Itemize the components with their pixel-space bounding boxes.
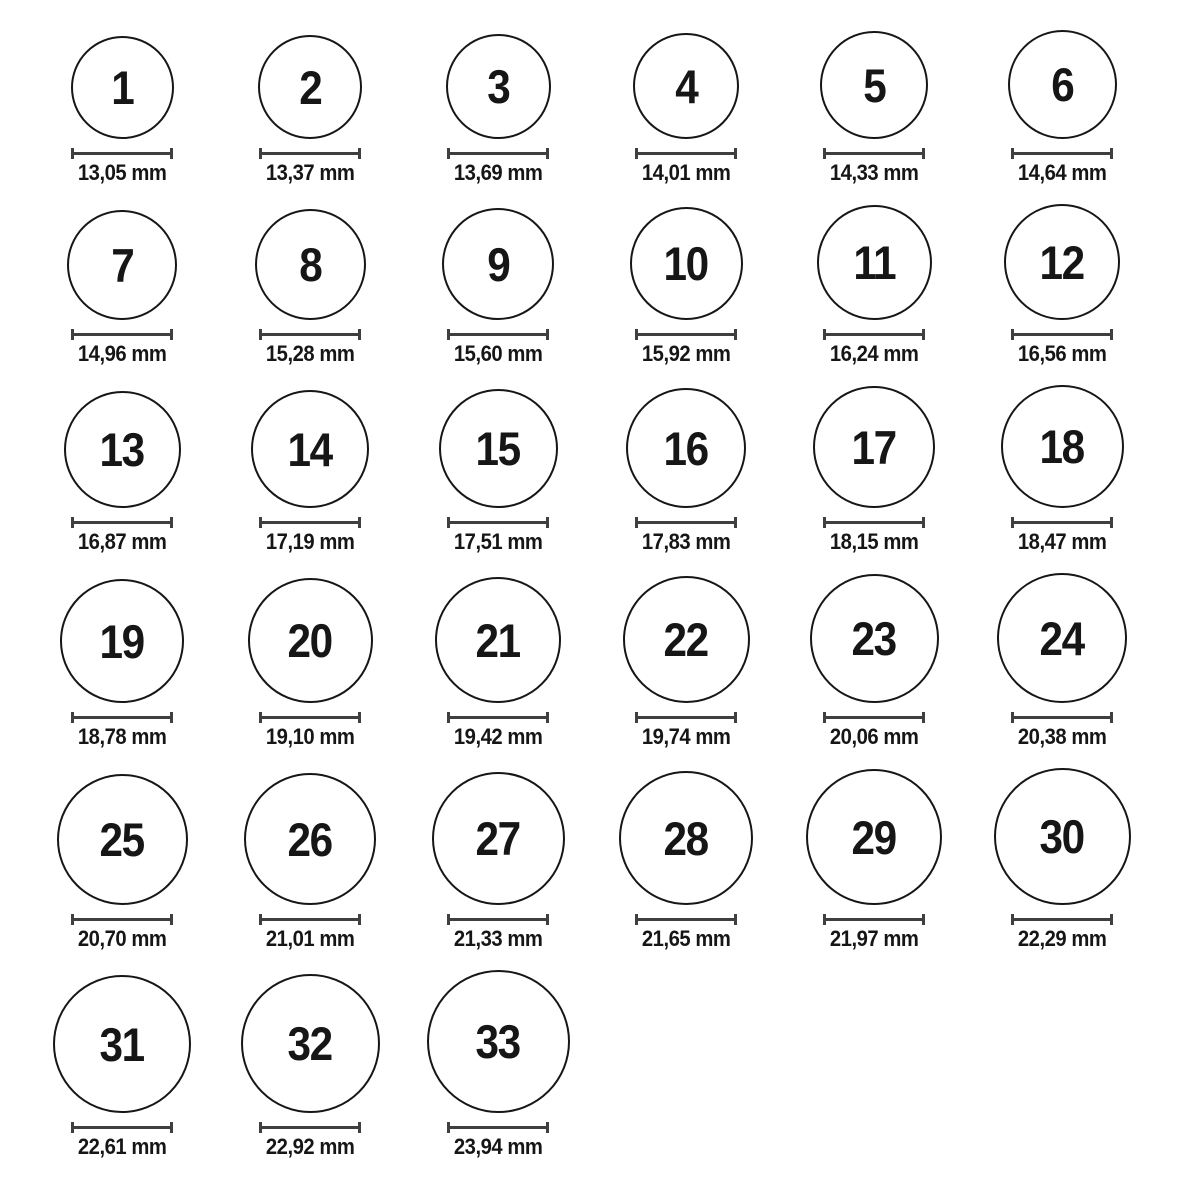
diameter-measure-line	[71, 1122, 173, 1133]
ring-size-number: 22	[663, 613, 709, 666]
ring-size-cell	[404, 208, 592, 365]
diameter-measure-line	[259, 148, 361, 159]
ring-size-number: 28	[663, 811, 709, 865]
diameter-measure-line	[635, 517, 737, 528]
ring-size-number: 13	[99, 423, 145, 476]
diameter-measure-line	[71, 329, 173, 340]
measure-right-tick	[358, 914, 361, 925]
diameter-label: 20,70 mm	[77, 926, 167, 951]
ring-size-number: 24	[1039, 611, 1085, 665]
ring-size-cell	[968, 573, 1156, 748]
measure-bar	[73, 1126, 171, 1129]
ring-size-number: 27	[475, 812, 521, 865]
ring-circle	[60, 579, 184, 703]
ring-circle	[997, 573, 1127, 703]
ring-circle	[446, 34, 551, 139]
measure-right-tick	[546, 1122, 549, 1133]
diameter-label: 19,10 mm	[265, 724, 355, 749]
diameter-measure-line	[635, 712, 737, 723]
ring-circle	[1008, 30, 1117, 139]
ring-size-number: 5	[862, 58, 886, 112]
ring-circle	[806, 769, 942, 905]
measure-right-tick	[358, 712, 361, 723]
ring-circle	[813, 386, 935, 508]
ring-size-number: 17	[851, 420, 897, 474]
ring-circle	[57, 774, 188, 905]
diameter-label: 23,94 mm	[453, 1134, 543, 1159]
ring-size-cell	[28, 774, 216, 950]
ring-size-number: 6	[1050, 58, 1074, 111]
ring-size-cell	[780, 574, 968, 748]
diameter-measure-line	[1011, 329, 1113, 340]
diameter-measure-line	[823, 329, 925, 340]
diameter-label: 14,33 mm	[829, 160, 919, 185]
measure-right-tick	[734, 517, 737, 528]
diameter-measure-line	[259, 517, 361, 528]
ring-size-number: 12	[1039, 235, 1085, 289]
diameter-measure-line	[259, 1122, 361, 1133]
ring-size-number: 10	[663, 237, 709, 290]
ring-circle	[435, 577, 561, 703]
ring-circle	[255, 209, 366, 320]
ring-size-number: 11	[852, 236, 896, 289]
measure-right-tick	[358, 517, 361, 528]
ring-circle	[248, 578, 373, 703]
ring-size-cell	[592, 207, 780, 365]
diameter-label: 13,37 mm	[265, 160, 355, 185]
measure-right-tick	[1110, 148, 1113, 159]
diameter-label: 18,78 mm	[77, 724, 167, 749]
measure-right-tick	[1110, 914, 1113, 925]
measure-bar	[1013, 152, 1111, 155]
diameter-measure-line	[635, 329, 737, 340]
diameter-label: 19,42 mm	[453, 724, 543, 749]
measure-right-tick	[922, 914, 925, 925]
ring-circle	[64, 391, 181, 508]
diameter-label: 15,92 mm	[641, 341, 731, 366]
ring-circle	[442, 208, 554, 320]
ring-size-cell	[216, 390, 404, 553]
ring-size-number: 18	[1039, 420, 1085, 473]
diameter-label: 14,01 mm	[641, 160, 731, 185]
ring-size-cell	[968, 385, 1156, 553]
diameter-label: 19,74 mm	[641, 724, 731, 749]
measure-right-tick	[1110, 712, 1113, 723]
ring-size-cell	[592, 576, 780, 748]
diameter-label: 22,92 mm	[265, 1134, 355, 1159]
measure-right-tick	[546, 914, 549, 925]
measure-bar	[261, 521, 359, 524]
measure-bar	[73, 918, 171, 921]
ring-size-number: 2	[298, 60, 322, 114]
ring-size-cell	[28, 36, 216, 184]
diameter-measure-line	[447, 914, 549, 925]
ring-size-number: 25	[99, 813, 145, 866]
ring-size-number: 3	[486, 60, 510, 113]
measure-bar	[825, 152, 923, 155]
diameter-label: 21,65 mm	[641, 926, 731, 951]
diameter-label: 22,29 mm	[1017, 926, 1107, 951]
ring-circle	[258, 35, 362, 139]
ring-circle	[427, 970, 570, 1113]
diameter-label: 21,97 mm	[829, 926, 919, 951]
ring-circle	[817, 205, 932, 320]
measure-bar	[825, 716, 923, 719]
ring-circle	[432, 772, 565, 905]
measure-right-tick	[546, 712, 549, 723]
ring-size-cell	[592, 33, 780, 184]
diameter-measure-line	[635, 914, 737, 925]
ring-size-number: 32	[287, 1017, 333, 1070]
measure-right-tick	[170, 148, 173, 159]
ring-size-cell	[28, 210, 216, 365]
diameter-label: 20,38 mm	[1017, 724, 1107, 749]
ring-size-cell	[780, 386, 968, 553]
measure-bar	[73, 152, 171, 155]
measure-right-tick	[170, 329, 173, 340]
ring-size-number: 26	[287, 812, 333, 866]
ring-size-cell	[216, 578, 404, 748]
ring-size-cell	[404, 970, 592, 1158]
measure-bar	[261, 918, 359, 921]
measure-right-tick	[922, 517, 925, 528]
diameter-label: 17,51 mm	[453, 529, 543, 554]
diameter-label: 17,19 mm	[265, 529, 355, 554]
measure-right-tick	[170, 1122, 173, 1133]
ring-circle	[439, 389, 558, 508]
measure-right-tick	[546, 517, 549, 528]
ring-size-cell	[780, 205, 968, 365]
diameter-label: 15,28 mm	[265, 341, 355, 366]
ring-size-number: 29	[851, 810, 897, 864]
measure-right-tick	[1110, 517, 1113, 528]
measure-bar	[1013, 716, 1111, 719]
diameter-label: 17,83 mm	[641, 529, 731, 554]
ring-size-cell	[968, 30, 1156, 184]
measure-right-tick	[734, 148, 737, 159]
diameter-measure-line	[635, 148, 737, 159]
measure-bar	[449, 333, 547, 336]
measure-bar	[637, 716, 735, 719]
ring-size-cell	[404, 772, 592, 950]
measure-bar	[449, 152, 547, 155]
measure-bar	[261, 152, 359, 155]
measure-bar	[637, 152, 735, 155]
diameter-measure-line	[1011, 517, 1113, 528]
measure-right-tick	[922, 148, 925, 159]
diameter-measure-line	[1011, 712, 1113, 723]
ring-circle	[71, 36, 174, 139]
measure-bar	[261, 716, 359, 719]
measure-bar	[637, 521, 735, 524]
measure-right-tick	[170, 517, 173, 528]
ring-size-cell	[404, 389, 592, 553]
ring-circle	[244, 773, 376, 905]
diameter-measure-line	[823, 148, 925, 159]
measure-bar	[825, 521, 923, 524]
measure-bar	[449, 716, 547, 719]
measure-bar	[637, 918, 735, 921]
diameter-label: 22,61 mm	[77, 1134, 167, 1159]
ring-size-number: 14	[287, 422, 333, 476]
measure-right-tick	[922, 712, 925, 723]
ring-circle	[67, 210, 177, 320]
ring-size-number: 19	[99, 614, 145, 668]
ring-size-cell	[592, 771, 780, 950]
diameter-label: 14,96 mm	[77, 341, 167, 366]
measure-bar	[449, 521, 547, 524]
measure-right-tick	[358, 1122, 361, 1133]
ring-size-number: 4	[674, 59, 698, 113]
measure-bar	[449, 1126, 547, 1129]
measure-bar	[261, 1126, 359, 1129]
diameter-label: 18,47 mm	[1017, 529, 1107, 554]
ring-circle	[820, 31, 928, 139]
ring-circle	[619, 771, 753, 905]
diameter-label: 13,05 mm	[77, 160, 167, 185]
measure-bar	[73, 716, 171, 719]
ring-size-cell	[216, 209, 404, 365]
ring-size-number: 20	[287, 614, 333, 667]
diameter-measure-line	[71, 914, 173, 925]
ring-size-number: 23	[851, 612, 897, 665]
measure-right-tick	[734, 329, 737, 340]
ring-circle	[810, 574, 939, 703]
ring-size-number: 8	[298, 238, 322, 291]
diameter-measure-line	[823, 712, 925, 723]
diameter-label: 16,56 mm	[1017, 341, 1107, 366]
ring-size-cell	[28, 975, 216, 1158]
ring-size-number: 30	[1039, 810, 1085, 863]
ring-size-cell	[216, 35, 404, 184]
measure-bar	[1013, 333, 1111, 336]
measure-bar	[449, 918, 547, 921]
ring-circle	[1001, 385, 1124, 508]
ring-size-cell	[780, 31, 968, 184]
ring-size-cell	[28, 579, 216, 748]
measure-right-tick	[170, 712, 173, 723]
measure-right-tick	[734, 914, 737, 925]
ring-size-cell	[404, 577, 592, 748]
measure-right-tick	[1110, 329, 1113, 340]
ring-size-number: 33	[475, 1015, 521, 1068]
ring-circle	[633, 33, 739, 139]
diameter-measure-line	[259, 329, 361, 340]
diameter-measure-line	[1011, 148, 1113, 159]
measure-right-tick	[170, 914, 173, 925]
measure-bar	[825, 918, 923, 921]
ring-size-cell	[592, 388, 780, 553]
measure-right-tick	[734, 712, 737, 723]
measure-bar	[73, 333, 171, 336]
diameter-measure-line	[447, 517, 549, 528]
measure-bar	[825, 333, 923, 336]
measure-bar	[1013, 918, 1111, 921]
measure-bar	[73, 521, 171, 524]
ring-size-number: 16	[663, 421, 709, 475]
ring-circle	[241, 974, 380, 1113]
diameter-measure-line	[1011, 914, 1113, 925]
ring-size-number: 21	[475, 613, 521, 667]
ring-size-cell	[216, 773, 404, 950]
ring-circle	[994, 768, 1131, 905]
diameter-measure-line	[447, 148, 549, 159]
diameter-label: 21,33 mm	[453, 926, 543, 951]
ring-circle	[251, 390, 369, 508]
diameter-measure-line	[823, 517, 925, 528]
measure-right-tick	[358, 148, 361, 159]
ring-size-number: 1	[110, 61, 134, 114]
diameter-label: 18,15 mm	[829, 529, 919, 554]
ring-size-number: 7	[110, 238, 134, 292]
ring-circle	[630, 207, 743, 320]
diameter-label: 16,24 mm	[829, 341, 919, 366]
ring-size-cell	[404, 34, 592, 184]
ring-size-cell	[216, 974, 404, 1158]
measure-right-tick	[922, 329, 925, 340]
diameter-label: 15,60 mm	[453, 341, 543, 366]
measure-right-tick	[546, 329, 549, 340]
diameter-measure-line	[71, 148, 173, 159]
ring-size-cell	[968, 768, 1156, 950]
ring-size-cell	[28, 391, 216, 553]
ring-size-number: 31	[99, 1017, 145, 1071]
ring-circle	[1004, 204, 1120, 320]
diameter-measure-line	[447, 329, 549, 340]
measure-bar	[1013, 521, 1111, 524]
measure-bar	[637, 333, 735, 336]
diameter-label: 16,87 mm	[77, 529, 167, 554]
diameter-measure-line	[259, 914, 361, 925]
ring-circle	[53, 975, 191, 1113]
measure-bar	[261, 333, 359, 336]
ring-size-cell	[968, 204, 1156, 365]
ring-size-cell	[780, 769, 968, 950]
measure-right-tick	[546, 148, 549, 159]
ring-circle	[623, 576, 750, 703]
ring-circle	[626, 388, 746, 508]
ring-size-number: 9	[486, 237, 510, 291]
diameter-measure-line	[447, 712, 549, 723]
diameter-label: 13,69 mm	[453, 160, 543, 185]
ring-size-number: 15	[475, 422, 521, 475]
measure-right-tick	[358, 329, 361, 340]
diameter-label: 21,01 mm	[265, 926, 355, 951]
diameter-measure-line	[823, 914, 925, 925]
diameter-label: 20,06 mm	[829, 724, 919, 749]
diameter-measure-line	[71, 517, 173, 528]
diameter-label: 14,64 mm	[1017, 160, 1107, 185]
diameter-measure-line	[71, 712, 173, 723]
diameter-measure-line	[259, 712, 361, 723]
diameter-measure-line	[447, 1122, 549, 1133]
